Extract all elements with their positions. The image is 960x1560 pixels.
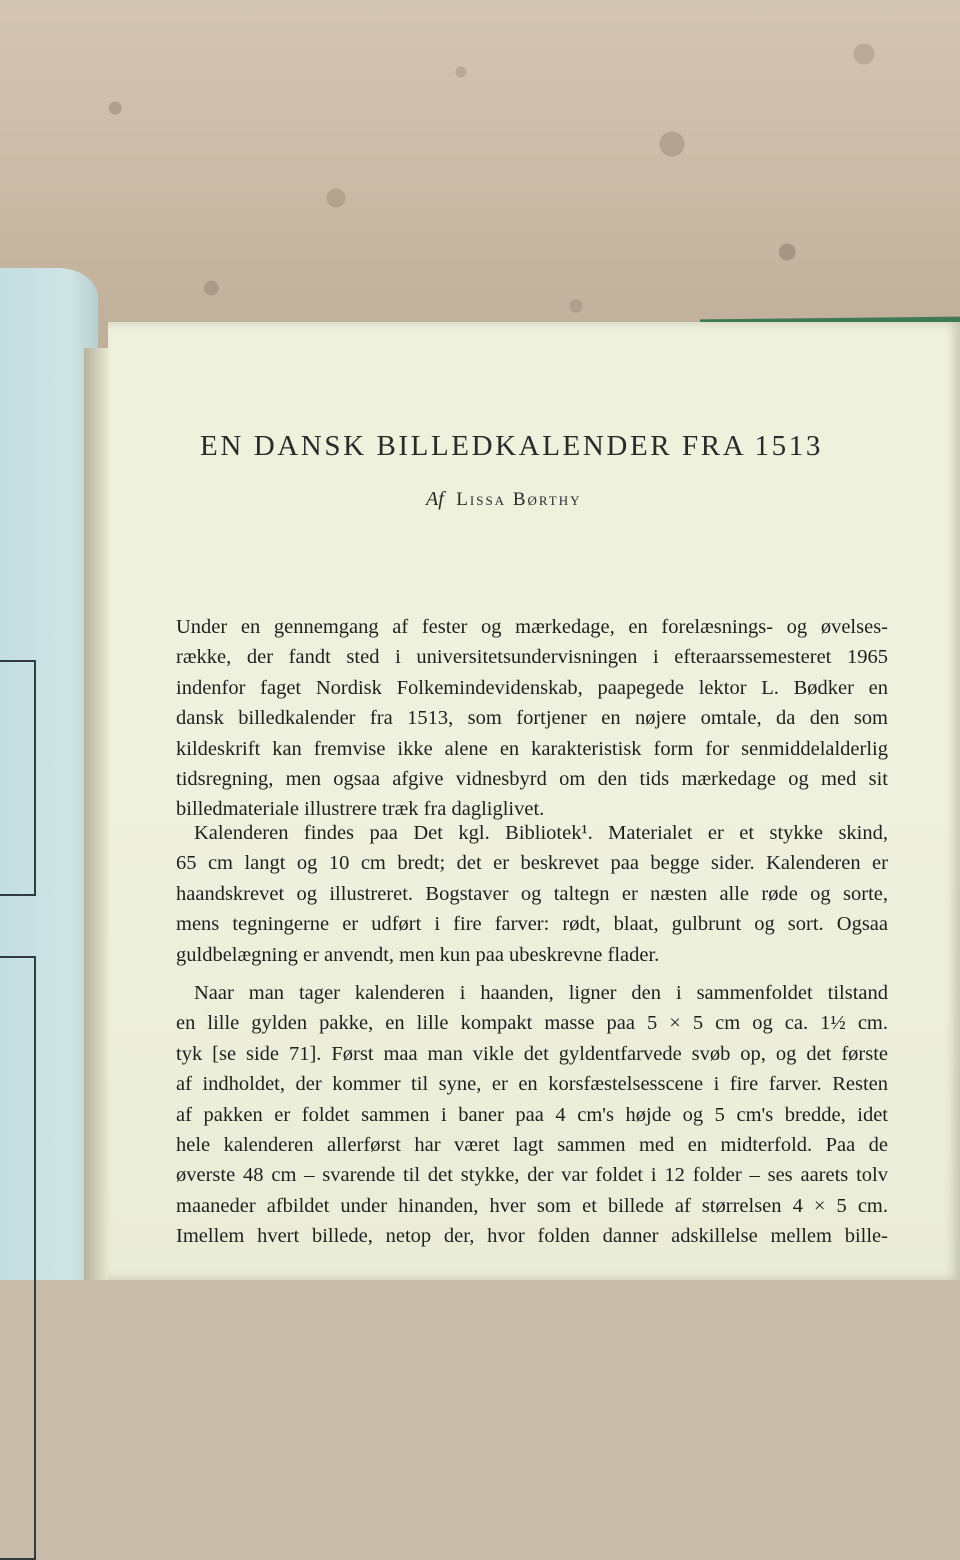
byline-prefix: Af	[426, 488, 444, 510]
paragraph-line: øverste 48 cm – svarende til det stykke, der var foldet i 12 folder – ses aarets tolv	[176, 1164, 888, 1187]
paragraph-line: billedmateriale illustrere træk fra dagliglivet.	[176, 798, 545, 821]
paragraph-line: Under en gennemgang af fester og mærkedage, en forelæsnings- og øvelses-	[176, 616, 888, 638]
left-page-frame-top	[0, 660, 36, 896]
paragraph-line: maaneder afbildet under hinanden, hver som et billede af størrelsen 4 × 5 cm.	[176, 1194, 888, 1217]
paragraph-2	[176, 818, 888, 970]
paragraph-line: række, der fandt sted i universitetsundervisningen i efteraarssemesteret 1965	[176, 646, 888, 669]
paragraph-line: tidsregning, men ogsaa afgive vidnesbyrd om den tids mærkedage og med sit	[176, 768, 888, 791]
left-page-frame-bottom	[0, 956, 36, 1560]
paragraph-1	[176, 612, 888, 825]
paragraph-line: hele kalenderen allerførst har været lagt sammen med en midterfold. Paa de	[176, 1134, 888, 1157]
stone-surface-background	[0, 0, 960, 360]
paragraph-line: mens tegningerne er udført i fire farver: rødt, blaat, gulbrunt og sort. Ogsaa	[176, 913, 888, 936]
paragraph-line: Kalenderen findes paa Det kgl. Bibliotek¹. Materialet er et stykke skind,	[194, 822, 888, 844]
paragraph-3	[176, 978, 888, 1252]
paragraph-line: guldbelægning er anvendt, men kun paa ubeskrevne flader.	[176, 943, 660, 966]
byline-author: Lissa Børthy	[456, 489, 582, 510]
paragraph-line: af pakken er foldet sammen i baner paa 4 cm's højde og 5 cm's bredde, idet	[176, 1103, 888, 1126]
paragraph-line: Naar man tager kalenderen i haanden, ligner den i sammenfoldet tilstand	[194, 982, 888, 1004]
article-title: EN DANSK BILLEDKALENDER FRA 1513	[200, 430, 823, 462]
book-page	[108, 322, 960, 1280]
paragraph-line: kildeskrift kan fremvise ikke alene en karakteristisk form for senmiddelalderlig	[176, 737, 888, 760]
paragraph-line: en lille gylden pakke, en lille kompakt masse paa 5 × 5 cm og ca. 1½ cm.	[176, 1012, 888, 1035]
paragraph-line: Imellem hvert billede, netop der, hvor folden danner adskillelse mellem bille-	[176, 1225, 888, 1248]
article-byline	[426, 488, 746, 511]
paragraph-line: haandskrevet og illustreret. Bogstaver og taltegn er næsten alle røde og sorte,	[176, 882, 888, 905]
paragraph-line: af indholdet, der kommer til syne, er en korsfæstelsesscene i fire farver. Resten	[176, 1073, 888, 1096]
paragraph-line: indenfor faget Nordisk Folkemindevidenskab, paapegede lektor L. Bødker en	[176, 676, 888, 699]
paragraph-line: 65 cm langt og 10 cm bredt; det er beskrevet paa begge sider. Kalenderen er	[176, 852, 888, 875]
paragraph-line: tyk [se side 71]. Først maa man vikle det gyldentfarvede svøb op, og det første	[176, 1042, 888, 1065]
paragraph-line: dansk billedkalender fra 1513, som fortjener en nøjere omtale, da den som	[176, 707, 888, 730]
